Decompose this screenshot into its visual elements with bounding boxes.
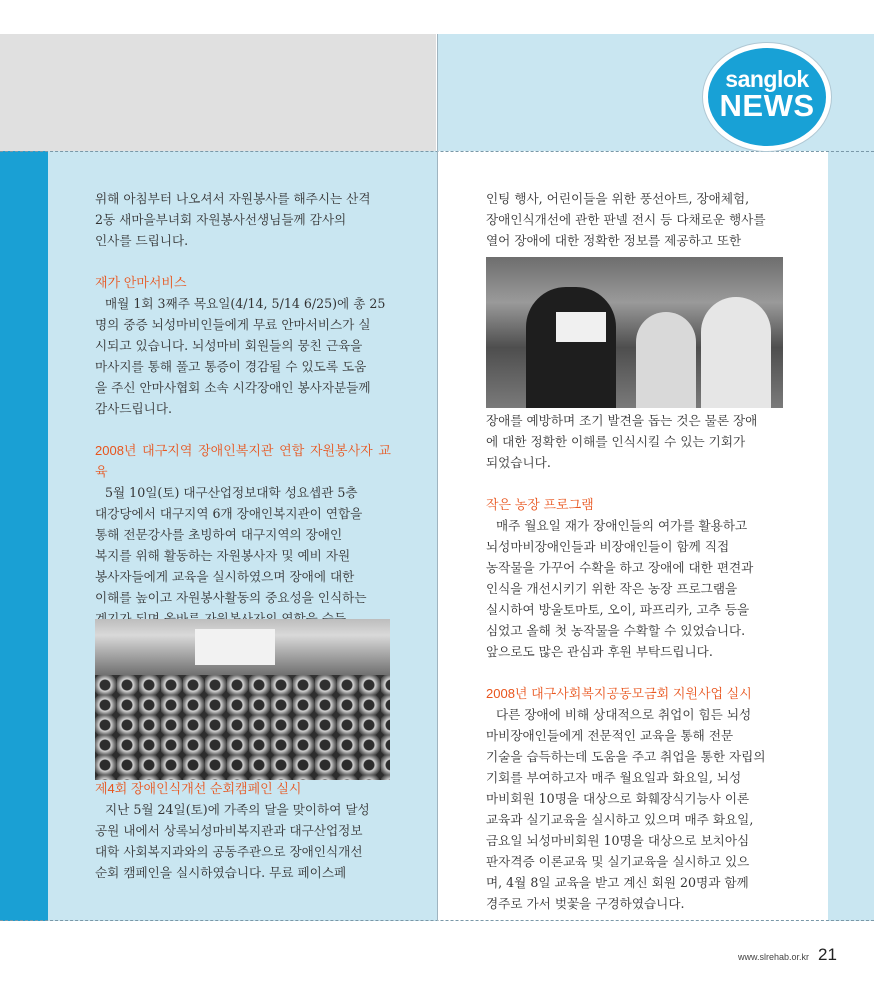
- body-line: 며, 4월 8일 교육을 받고 계신 회원 20명과 함께: [486, 875, 749, 890]
- right-column-top: [486, 188, 783, 251]
- body-line: 기회를 부여하고자 매주 월요일과 화요일, 뇌성: [486, 770, 742, 785]
- body-line: 경주로 가서 벚꽃을 구경하였습니다.: [486, 896, 685, 911]
- body-line: 농작물을 가꾸어 수확을 하고 장애에 대한 편견과: [486, 560, 754, 575]
- body-line: 되었습니다.: [486, 455, 551, 470]
- section-heading-volunteer-education: 2008년 대구지역 장애인복지관 연합 자원봉사자 교육: [95, 443, 391, 479]
- body-line: 명의 중증 뇌성마비인들에게 무료 안마서비스가 실: [95, 317, 371, 332]
- projection-screen: [195, 629, 275, 665]
- right-column-bottom: [486, 410, 783, 914]
- body-line: 을 주신 안마사협회 소속 시각장애인 봉사자분들께: [95, 380, 371, 395]
- body-line: 이해를 높이고 자원봉사활동의 중요성을 인식하는: [95, 590, 367, 605]
- shirt-print: [556, 312, 606, 342]
- body-line: 마비회원 10명을 대상으로 화훼장식기능사 이론: [486, 791, 750, 806]
- body-line: 공원 내에서 상록뇌성마비복지관과 대구산업정보: [95, 823, 363, 838]
- left-accent-stripe: [0, 151, 48, 921]
- body-line: 마비장애인들에게 전문적인 교육을 통해 전문: [486, 728, 734, 743]
- body-line: 인팅 행사, 어린이들을 위한 풍선아트, 장애체험,: [486, 191, 750, 206]
- header-band-left: [0, 34, 436, 151]
- body-line: 다른 장애에 비해 상대적으로 취업이 힘든 뇌성: [496, 707, 752, 722]
- body-line: 판자격증 이론교육 및 실기교육을 실시하고 있으: [486, 854, 750, 869]
- section-heading-fund-project: 2008년 대구사회복지공동모금회 지원사업 실시: [486, 686, 752, 701]
- footer-url[interactable]: www.slrehab.or.kr: [738, 952, 810, 962]
- body-line: 교육과 실기교육을 실시하고 있으며 매주 화요일,: [486, 812, 754, 827]
- campaign-children-photo: [486, 257, 783, 408]
- logo-line-sanglok: sanglok: [725, 66, 809, 92]
- child-figure: [526, 287, 616, 408]
- body-line: 복지를 위해 활동하는 자원봉사자 및 예비 자원: [95, 548, 351, 563]
- logo-line-news: NEWS: [719, 88, 815, 123]
- body-line: 시되고 있습니다. 뇌성마비 회원들의 뭉친 근육을: [95, 338, 363, 353]
- body-line: 심었고 올해 첫 농작물을 수확할 수 있었습니다.: [486, 623, 746, 638]
- section-heading-massage: 재가 안마서비스: [95, 275, 187, 290]
- section-heading-farm-program: 작은 농장 프로그램: [486, 497, 594, 512]
- section-heading-campaign: 제4회 장애인식개선 순회캠페인 실시: [95, 781, 302, 796]
- body-line: 매주 월요일 재가 장애인들의 여가를 활용하고: [496, 518, 748, 533]
- body-line: 열어 장애에 대한 정확한 정보를 제공하고 또한: [486, 233, 742, 248]
- left-column-bottom: [95, 778, 391, 883]
- body-line: 마사지를 통해 풀고 통증이 경감될 수 있도록 도움: [95, 359, 367, 374]
- page-number: 21: [818, 945, 837, 964]
- intro-line: 인사를 드립니다.: [95, 233, 189, 248]
- child-figure: [636, 312, 696, 408]
- right-accent-stripe: [828, 151, 874, 921]
- intro-line: 2동 새마을부녀회 자원봉사선생님들께 감사의: [95, 212, 347, 227]
- body-line: 5월 10일(토) 대구산업정보대학 성요셉관 5층: [105, 485, 358, 500]
- column-divider: [437, 34, 438, 921]
- body-line: 장애인식개선에 관한 판넬 전시 등 다채로운 행사를: [486, 212, 766, 227]
- audience-crowd: [95, 675, 390, 780]
- body-line: 실시하여 방울토마토, 오이, 파프리카, 고추 등을: [486, 602, 750, 617]
- body-line: 대학 사회복지과와의 공동주관으로 장애인식개선: [95, 844, 363, 859]
- body-line: 뇌성마비장애인들과 비장애인들이 함께 직접: [486, 539, 730, 554]
- body-line: 봉사자들에게 교육을 실시하였으며 장애에 대한: [95, 569, 355, 584]
- body-line: 인식을 개선시키기 위한 작은 농장 프로그램을: [486, 581, 738, 596]
- intro-line: 위해 아침부터 나오셔서 자원봉사를 해주시는 산격: [95, 191, 371, 206]
- left-column-top: [95, 188, 391, 692]
- body-line: 앞으로도 많은 관심과 후원 부탁드립니다.: [486, 644, 713, 659]
- body-line: 기술을 습득하는데 도움을 주고 취업을 통한 자립의: [486, 749, 766, 764]
- body-line: 장애를 예방하며 조기 발견을 돕는 것은 물론 장애: [486, 413, 758, 428]
- body-line: 에 대한 정확한 이해를 인식시킬 수 있는 기회가: [486, 434, 746, 449]
- sanglok-news-logo: [708, 48, 826, 146]
- child-figure: [701, 297, 771, 408]
- body-line: 감사드립니다.: [95, 401, 172, 416]
- body-line: 금요일 뇌성마비회원 10명을 대상으로 보치아심: [486, 833, 750, 848]
- lecture-hall-photo: [95, 619, 390, 780]
- body-line: 대강당에서 대구지역 6개 장애인복지관이 연합을: [95, 506, 363, 521]
- body-line: 지난 5월 24일(토)에 가족의 달을 맞이하여 달성: [105, 802, 370, 817]
- body-line: 매월 1회 3째주 목요일(4/14, 5/14 6/25)에 총 25: [105, 296, 386, 311]
- body-line: 순회 캠페인을 실시하였습니다. 무료 페이스페: [95, 865, 347, 880]
- body-line: 통해 전문강사를 초빙하여 대구지역의 장애인: [95, 527, 343, 542]
